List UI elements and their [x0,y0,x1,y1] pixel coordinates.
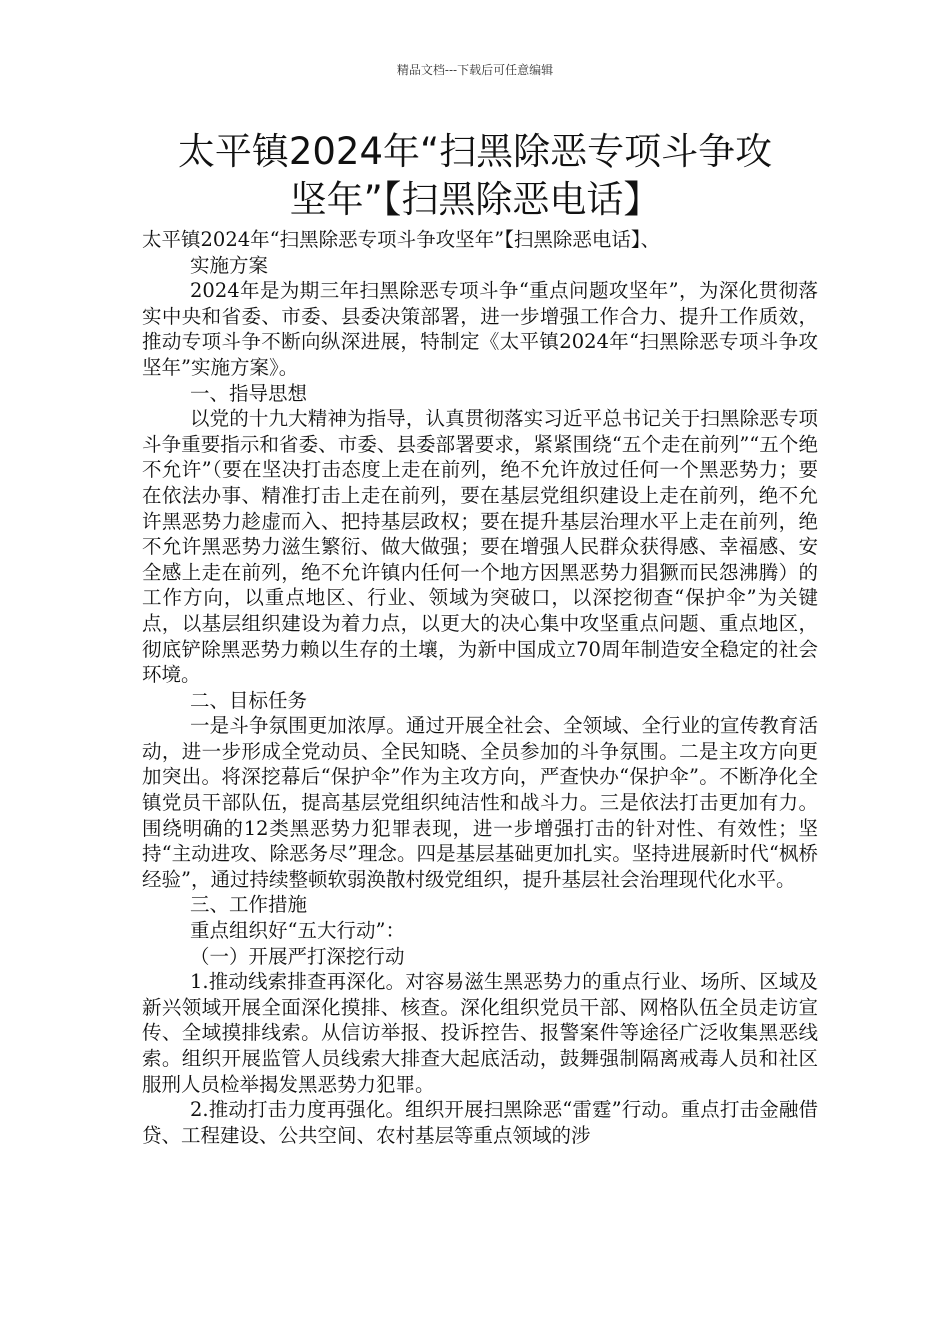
paragraph-preface: 2024年是为期三年扫黑除恶专项斗争“重点问题攻坚年”，为深化贯彻落实中央和省委、市委、县委决策部署，进一步增强工作合力、提升工作质效，推动专项斗争不断向纵深进展，特制定《太平镇2024年“扫黑除恶专项斗争攻坚年”实施方案》。 [142,279,818,379]
header-note: 精品文档---下载后可任意编辑 [396,63,554,77]
paragraph-strike-intensity: 2.推动打击力度再强化。组织开展扫黑除恶“雷霆”行动。重点打击金融借贷、工程建设、公共空间、农村基层等重点领域的涉 [142,1098,818,1147]
document-title [100,128,850,224]
title-line-1: 太平镇2024年“扫黑除恶专项斗争攻 [177,130,773,173]
paragraph-goals: 一是斗争氛围更加浓厚。通过开展全社会、全领域、全行业的宣传教育活动，进一步形成全党动员、全民知晓、全员参加的斗争氛围。二是主攻方向更加突出。将深挖幕后“保护伞”作为主攻方向，严查快办“保护伞”。不断净化全镇党员干部队伍，提高基层党组织纯洁性和战斗力。三是依法打击更加有力。围绕明确的12类黑恶势力犯罪表现，进一步增强打击的针对性、有效性；坚持“主动进攻、除恶务尽”理念。四是基层基础更加扎实。坚持进展新时代“枫桥经验”，通过持续整顿软弱涣散村级党组织，提升基层社会治理现代化水平。 [142,714,818,891]
intro-line-2: 实施方案 [190,253,269,277]
intro-line-1: 太平镇2024年“扫黑除恶专项斗争攻坚年”【扫黑除恶电话】、 [142,228,661,251]
document-body [142,227,818,1148]
paragraph-five-actions: 重点组织好“五大行动”： [190,919,405,943]
subsection-heading-strike: （一）开展严打深挖行动 [190,944,405,968]
paragraph-clue-investigation: 1.推动线索排查再深化。对容易滋生黑恶势力的重点行业、场所、区域及新兴领域开展全面深化摸排、核查。深化组织党员干部、网格队伍全员走访宣传、全域摸排线索。从信访举报、投诉控告、报警案件等途径广泛收集黑恶线索。组织开展监管人员线索大排查大起底活动，鼓舞强制隔离戒毒人员和社区服刑人员检举揭发黑恶势力犯罪。 [142,970,818,1096]
title-line-2: 坚年”【扫黑除恶电话】 [289,178,661,221]
paragraph-guiding-ideology: 以党的十九大精神为指导，认真贯彻落实习近平总书记关于扫黑除恶专项斗争重要指示和省委、市委、县委部署要求，紧紧围绕“五个走在前列”“五个绝不允许”（要在坚决打击态度上走在前列，绝不允许放过任何一个黑恶势力；要在依法办事、精准打击上走在前列，要在基层党组织建设上走在前列，绝不允许黑恶势力趁虚而入、把持基层政权；要在提升基层治理水平上走在前列，绝不允许黑恶势力滋生繁衍、做大做强；要在增强人民群众获得感、幸福感、安全感上走在前列，绝不允许镇内任何一个地方因黑恶势力猖獗而民怨沸腾）的工作方向，以重点地区、行业、领域为突破口，以深挖彻查“保护伞”为关键点，以基层组织建设为着力点，以更大的决心集中攻坚重点问题、重点地区，彻底铲除黑恶势力赖以生存的土壤，为新中国成立70周年制造安全稳定的社会环境。 [142,407,818,687]
section-heading-guiding-ideology: 一、指导思想 [190,381,308,405]
section-heading-measures: 三、工作措施 [190,893,308,917]
section-heading-goals: 二、目标任务 [190,688,308,712]
